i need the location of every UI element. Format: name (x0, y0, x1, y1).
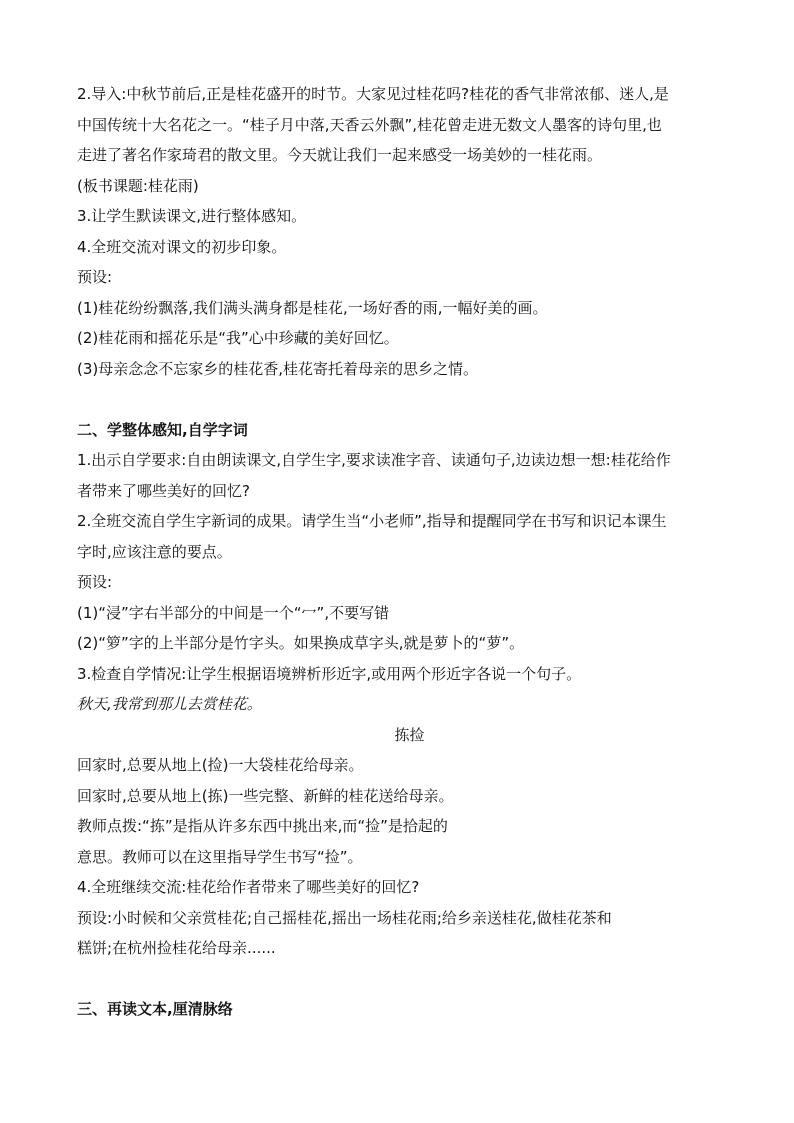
text-line: 预设: (77, 573, 113, 591)
text-line: 字时,应该注意的要点。 (77, 542, 232, 561)
section-heading: 三、再读文本,厘清脉络 (77, 1000, 233, 1018)
text-line: (1)桂花纷纷飘落,我们满头满身都是桂花,一场好香的雨,一幅好美的画。 (77, 298, 548, 317)
section-self-study (77, 415, 722, 964)
section-heading: 二、学整体感知,自学字词 (77, 420, 248, 439)
section-intro (77, 79, 722, 384)
text-line: 预设:小时候和父亲赏桂花;自己摇桂花,摇出一场桂花雨;给乡亲送桂花,做桂花茶和 (77, 908, 612, 927)
text-line: 2.导入:中秋节前后,正是桂花盛开的时节。大家见过桂花吗?桂花的香气非常浓郁、迷人,是 (77, 85, 669, 103)
text-line: 回家时,总要从地上(拣)一些完整、新鲜的桂花送给母亲。 (77, 786, 454, 805)
document-page (77, 79, 722, 1025)
character-pair: 拣捡 (394, 725, 425, 744)
text-line: 意思。教师可以在这里指导学生书写“捡”。 (77, 847, 363, 866)
text-line: 中国传统十大名花之一。“桂子月中落,天香云外飘”,桂花曾走进无数文人墨客的诗句里,也 (77, 115, 662, 134)
text-line: (板书课题:桂花雨) (77, 176, 199, 195)
text-line: 2.全班交流自学生字新词的成果。请学生当“小老师”,指导和提醒同学在书写和识记本课生 (77, 512, 667, 530)
text-line: 预设: (77, 268, 113, 286)
text-line: 3.检查自学情况:让学生根据语境辨析形近字,或用两个形近字各说一个句子。 (77, 664, 582, 683)
text-line: 4.全班交流对课文的初步印象。 (77, 237, 287, 256)
text-line: 回家时,总要从地上(捡)一大袋桂花给母亲。 (77, 756, 364, 774)
text-line: (2)“箩”字的上半部分是竹字头。如果换成草字头,就是萝卜的“萝”。 (77, 634, 525, 652)
text-line: 4.全班继续交流:桂花给作者带来了哪些美好的回忆? (77, 878, 420, 896)
example-sentence: 秋天,我常到那儿去赏桂花。 (77, 695, 262, 713)
section-reread (77, 994, 722, 1025)
paragraph-gap (77, 964, 722, 995)
text-line: 糕饼;在杭州捡桂花给母亲...... (77, 939, 276, 957)
text-line: (2)桂花雨和摇花乐是“我”心中珍藏的美好回忆。 (77, 329, 399, 347)
text-line: 走进了著名作家琦君的散文里。今天就让我们一起来感受一场美妙的一桂花雨。 (77, 146, 603, 164)
text-line: (1)“浸”字右半部分的中间是一个“冖”,不要写错 (77, 603, 390, 622)
text-line: 1.出示自学要求:自由朗读课文,自学生字,要求读准字音、读通句子,边读边想一想:桂花给作 (77, 451, 671, 469)
text-line: 者带来了哪些美好的回忆? (77, 481, 250, 500)
text-line: (3)母亲念念不忘家乡的桂花香,桂花寄托着母亲的思乡之情。 (77, 359, 479, 378)
paragraph-gap (77, 384, 722, 415)
text-line: 3.让学生默读课文,进行整体感知。 (77, 207, 307, 225)
text-line: 教师点拨:“拣”是指从许多东西中挑出来,而“捡”是拾起的 (77, 817, 448, 835)
